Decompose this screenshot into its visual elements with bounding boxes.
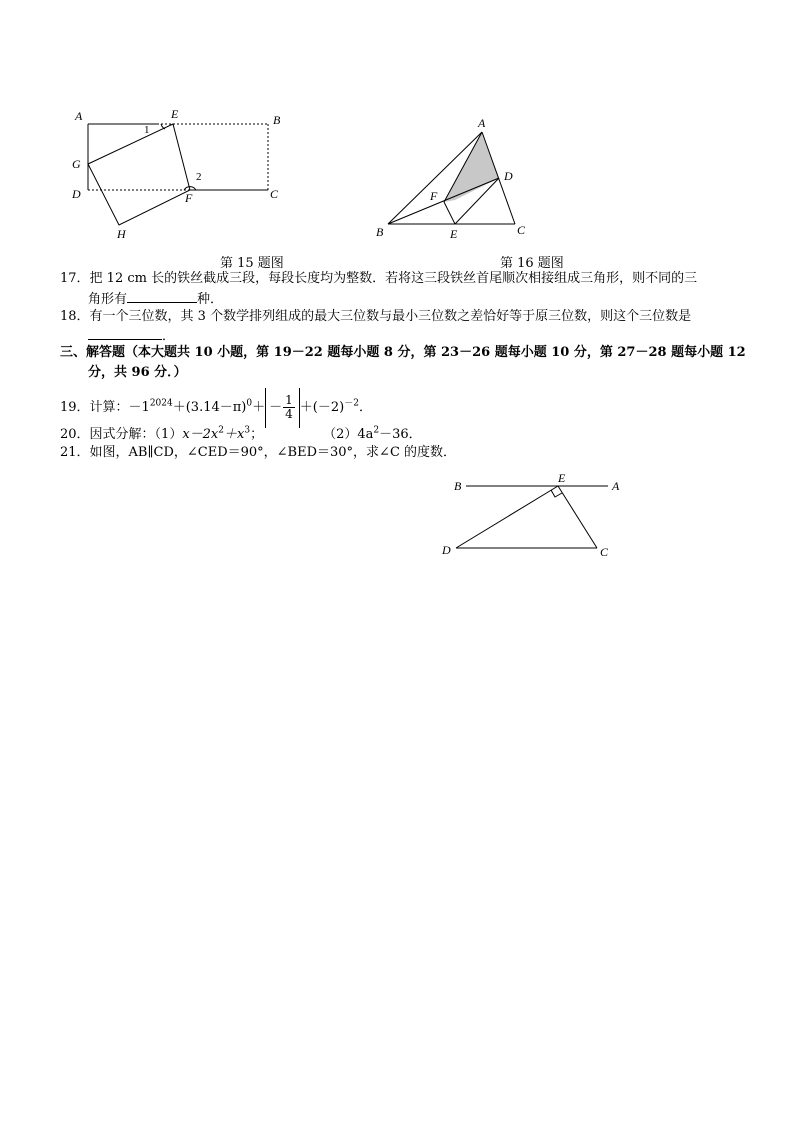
fig16-label-c: C	[517, 223, 526, 237]
fig15-angle-2: 2	[196, 171, 202, 183]
question-19-number: 19．	[60, 400, 90, 415]
q19-prefix: 计算：－1	[89, 400, 150, 415]
question-18-end: ．	[162, 329, 176, 344]
q19-exp1: 2024	[149, 398, 173, 409]
q19-exp2: 0	[246, 398, 253, 409]
fig16-caption: 第 16 题图	[500, 256, 564, 271]
question-17-text: 把 12 cm 长的铁丝截成三段，每段长度均为整数．若将这三段铁丝首尾顺次相接组成三角形，则不同的三	[89, 271, 698, 286]
fig16-label-f: F	[430, 189, 438, 203]
q20-part2-end: －36．	[379, 427, 422, 442]
question-17-text-c: 种．	[197, 292, 224, 307]
q19-tail: ＋(－2)	[299, 400, 345, 415]
figure-16	[372, 112, 532, 242]
fig21-label-b: B	[454, 479, 462, 493]
section-3-title: 三、解答题（本大题共 10 小题，第 19－22 题每小题 8 分，第 23－26 题每小题 10 分，第 27－28 题每小题 12	[60, 345, 746, 360]
question-20-number: 20．	[60, 427, 90, 442]
q19-exp3: －2	[344, 398, 359, 409]
fig15-label-e: E	[171, 107, 179, 121]
question-17-answer-blank[interactable]	[127, 289, 197, 303]
fig16-label-a: A	[478, 116, 486, 130]
fig15-label-d: D	[72, 187, 81, 201]
q20-part2-e: 2	[373, 425, 380, 436]
fig15-label-a: A	[75, 109, 83, 123]
q19-end: ．	[358, 400, 372, 415]
q19-absolute-value	[265, 388, 300, 428]
q19-abs-sign: －	[269, 399, 283, 415]
fig21-label-c: C	[600, 545, 609, 559]
q19-frac-den: 4	[285, 406, 293, 421]
fig16-label-e: E	[450, 227, 458, 241]
fig15-label-g: G	[72, 157, 81, 171]
question-18-text: 有一个三位数，其 3 个数学排列组成的最大三位数与最小三位数之差恰好等于原三位数，则这个三位数是	[89, 309, 692, 324]
q20-part1-e1: 2	[218, 425, 224, 436]
question-21	[60, 442, 740, 463]
fig16-label-d: D	[504, 169, 513, 183]
fig21-label-e: E	[558, 471, 566, 485]
question-17-number: 17．	[60, 271, 90, 286]
q19-plus: ＋	[252, 400, 266, 415]
section-3-title-cont: 分，共 96 分．）	[88, 365, 187, 380]
question-17-line1	[60, 268, 740, 289]
question-21-text: 如图，AB∥CD，∠CED＝90°，∠BED＝30°，求∠C 的度数．	[89, 445, 457, 460]
fig15-caption: 第 15 题图	[220, 256, 284, 271]
q20-part1-e2: 3	[244, 425, 251, 436]
q20-part1-end: ；	[250, 427, 264, 442]
q20-part1-a: x－2x	[182, 427, 219, 442]
fig15-label-b: B	[273, 113, 281, 127]
q20-part1-b: ＋x	[224, 427, 245, 442]
fig15-label-c: C	[270, 187, 279, 201]
figure-21	[440, 470, 630, 562]
fig21-label-d: D	[442, 543, 451, 557]
q20-part2-label: （2）4a	[323, 427, 374, 442]
fig15-label-f: F	[185, 191, 193, 205]
question-18-answer-blank[interactable]	[88, 326, 162, 340]
fig21-label-a: A	[612, 479, 620, 493]
question-18-number: 18．	[60, 309, 90, 324]
q19-mid: ＋(3.14－π)	[172, 400, 247, 415]
fig15-label-h: H	[117, 227, 126, 241]
fig15-angle-1: 1	[144, 124, 150, 136]
question-21-number: 21．	[60, 445, 90, 460]
q20-label: 因式分解：（1）	[89, 427, 183, 442]
question-18-line1	[60, 306, 740, 327]
q19-fraction	[283, 394, 295, 421]
q19-frac-num: 1	[285, 392, 293, 407]
question-17-text-b: 角形有	[88, 292, 128, 307]
figure-15	[62, 104, 292, 244]
fig16-label-b: B	[376, 225, 384, 239]
